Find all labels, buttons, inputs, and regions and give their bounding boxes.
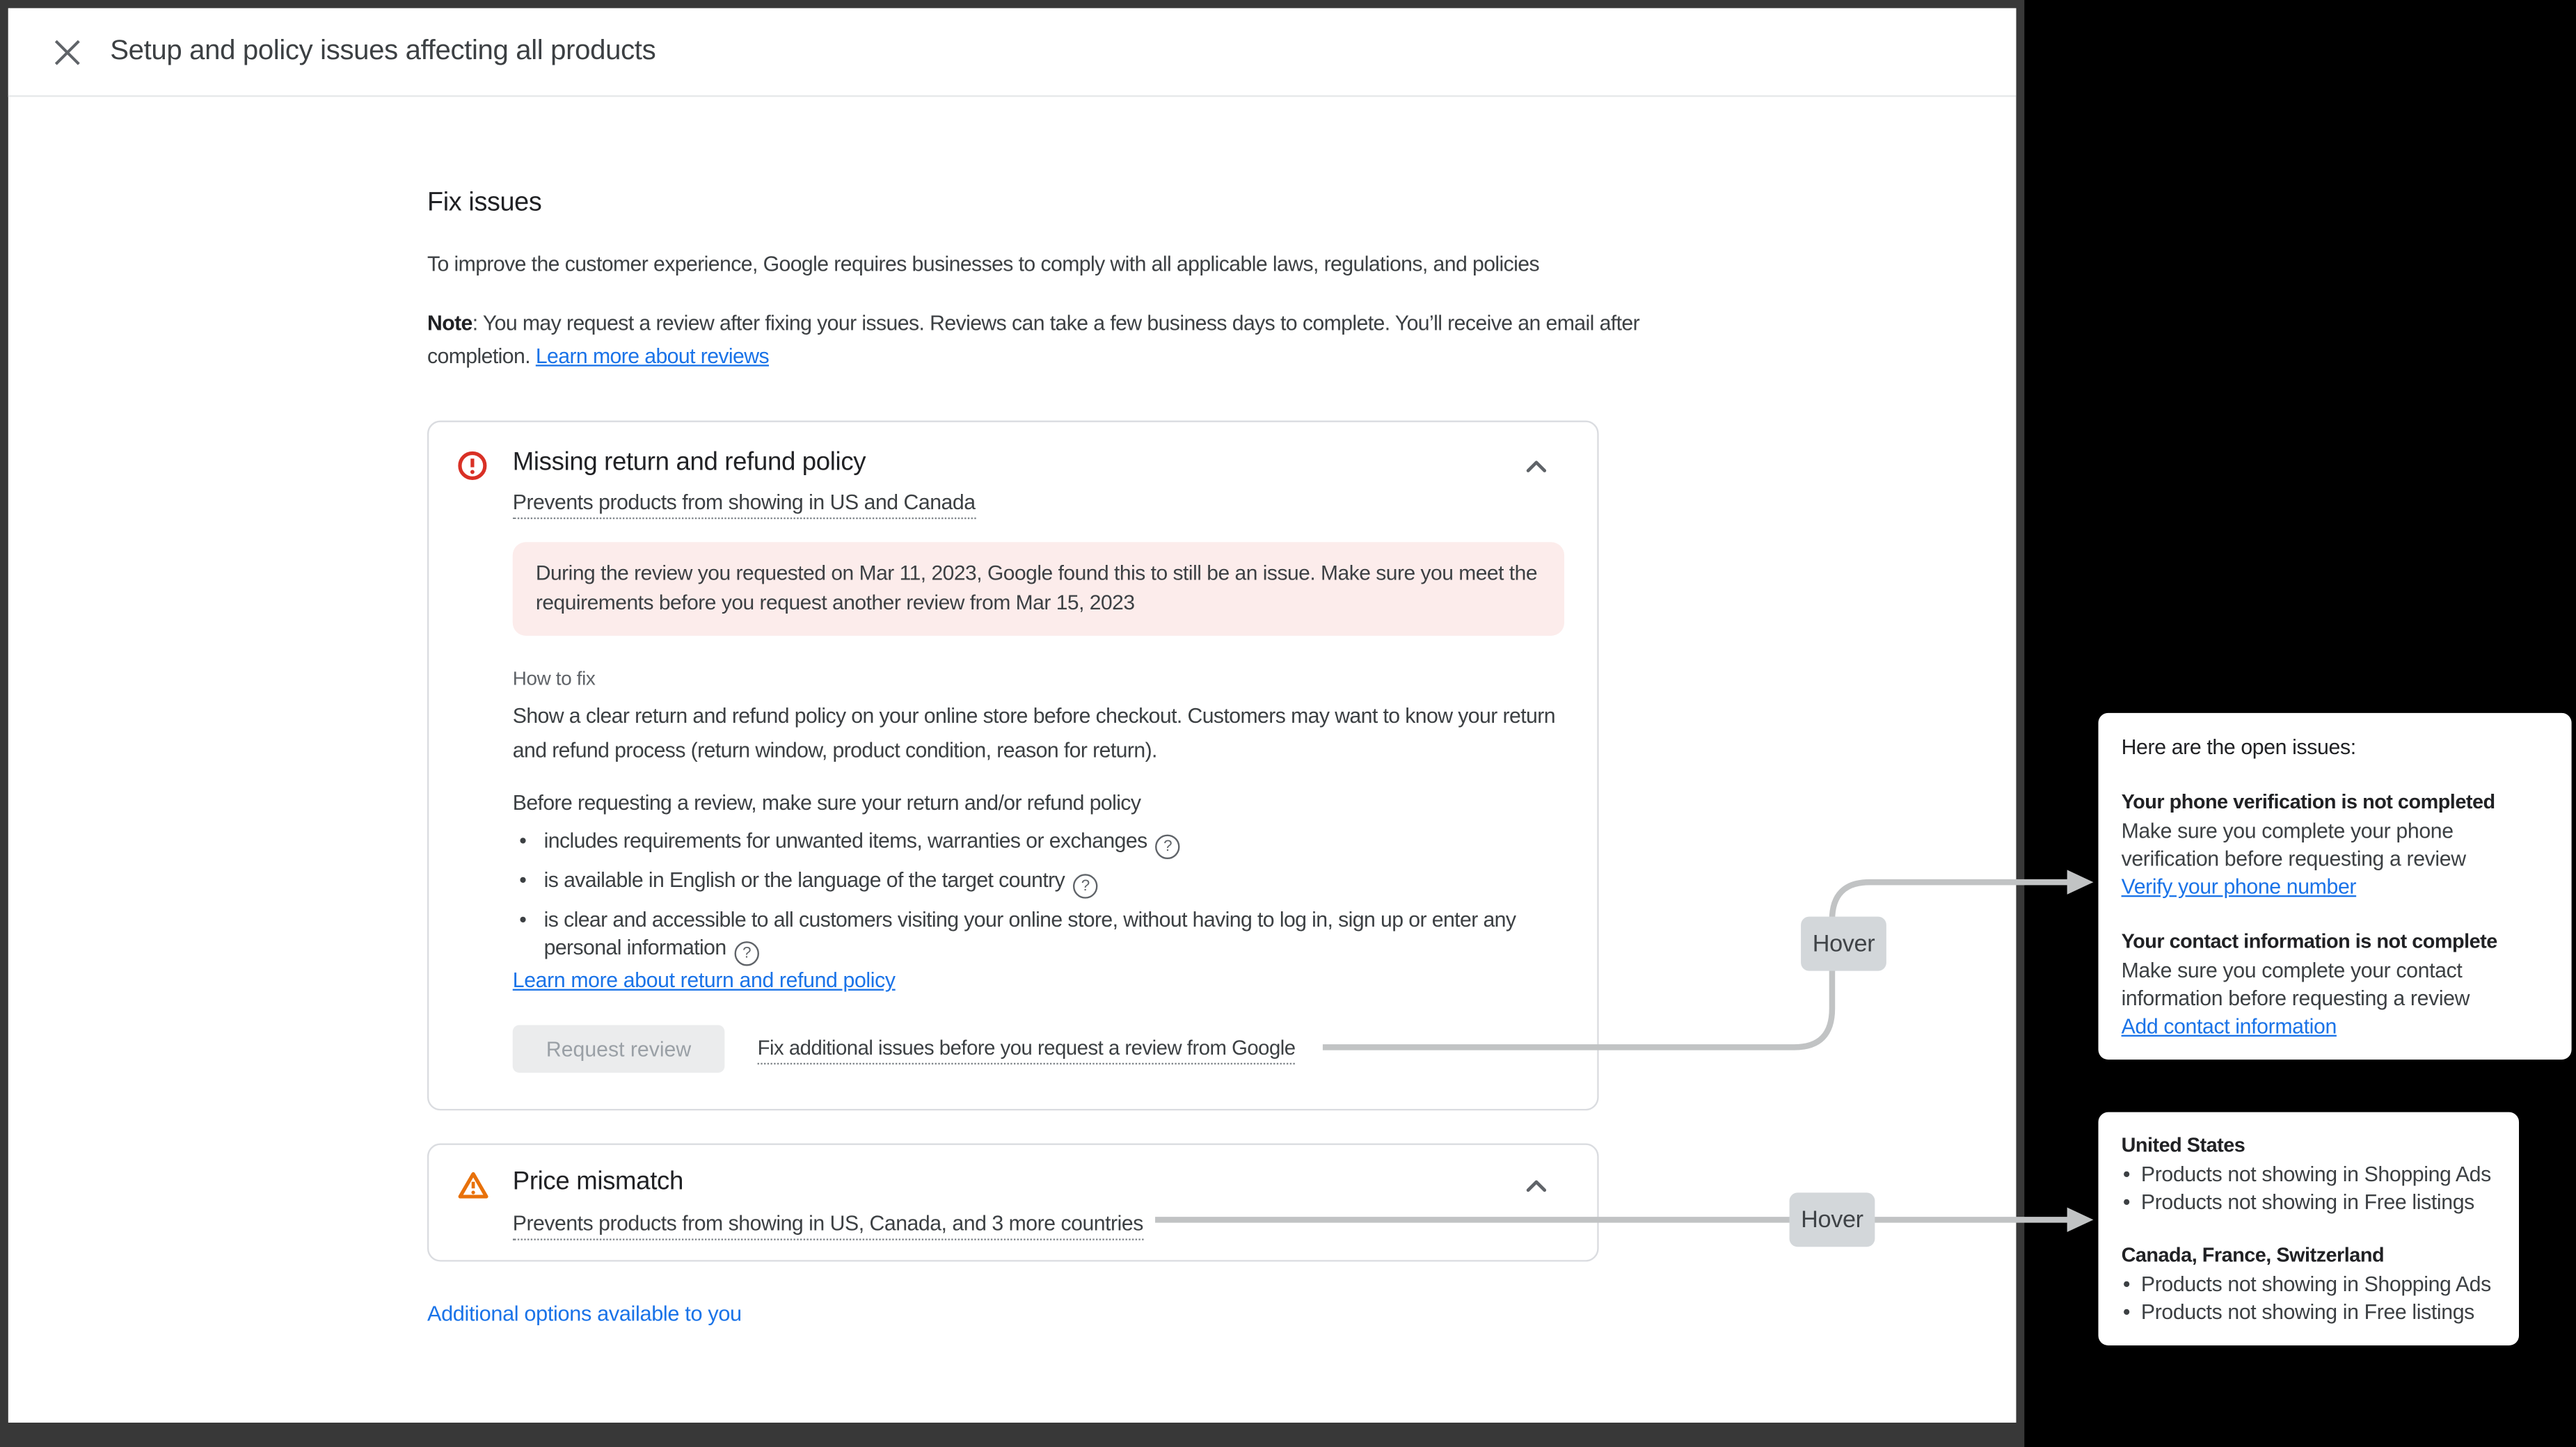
issue-card-missing-return-policy: [427, 421, 1599, 1111]
fix-issues-heading: Fix issues: [427, 189, 542, 217]
country-issue: [2122, 1160, 2496, 1188]
issue-card-price-mismatch: [427, 1144, 1599, 1262]
countries-tooltip: [2099, 1112, 2520, 1345]
tooltip-intro: Here are the open issues:: [2121, 734, 2356, 759]
checklist-item: [519, 826, 1545, 860]
tooltip-item-title: Your phone verification is not completed: [2121, 790, 2495, 813]
bullet-glyph: •: [519, 906, 527, 931]
note-text: : You may request a review after fixing your issues. Reviews can take a few business days to complete. You’ll receive an email after completion.: [427, 310, 1640, 367]
country-issue: [2122, 1270, 2496, 1297]
hover-annotation-chip-2: Hover: [1790, 1192, 1875, 1247]
tooltip-item-body: Make sure you complete your contact information before requesting a review: [2121, 957, 2470, 1011]
country-issue-text: Products not showing in Shopping Ads: [2140, 1161, 2491, 1186]
checklist: [519, 826, 1545, 971]
open-issues-tooltip: [2099, 713, 2572, 1060]
add-contact-wrap: [2122, 1012, 2549, 1040]
checklist-item: [519, 865, 1545, 899]
collapse-chevron-icon[interactable]: [1523, 454, 1550, 480]
checklist-intro: Before requesting a review, make sure your return and/or refund policy: [512, 790, 1141, 815]
issue2-subtitle: [513, 1210, 1143, 1235]
bullet-glyph: •: [2122, 1161, 2131, 1186]
country-group-title: Canada, France, Switzerland: [2121, 1243, 2385, 1267]
checklist-item-text: is available in English or the language of the target country: [543, 867, 1065, 892]
dialog-title: Setup and policy issues affecting all products: [110, 34, 656, 66]
tooltip-item-title: Your contact information is not complete: [2121, 929, 2497, 953]
bullet-glyph: •: [2122, 1271, 2131, 1297]
country-group-title: United States: [2121, 1133, 2245, 1157]
country-issue: [2122, 1188, 2496, 1215]
issue1-title: Missing return and refund policy: [512, 448, 866, 477]
issue1-subtitle: [513, 490, 976, 514]
verify-phone-wrap: [2122, 872, 2549, 900]
dialog-header: [8, 8, 2017, 97]
bullet-glyph: •: [519, 867, 527, 892]
additional-options: [427, 1301, 742, 1325]
how-to-fix-label: How to fix: [512, 666, 596, 690]
country-issue: [2122, 1298, 2496, 1326]
collapse-chevron-icon[interactable]: [1523, 1173, 1550, 1199]
arrowhead-icon: [2067, 870, 2094, 894]
additional-options-link[interactable]: Additional options available to you: [427, 1301, 742, 1326]
tooltip-item-body: Make sure you complete your phone verification before requesting a review: [2121, 817, 2466, 871]
issue2-title: Price mismatch: [512, 1167, 683, 1197]
request-review-hint: [758, 1037, 1296, 1060]
verify-phone-link[interactable]: Verify your phone number: [2121, 874, 2357, 899]
add-contact-link[interactable]: Add contact information: [2121, 1013, 2337, 1039]
how-to-fix-body: Show a clear return and refund policy on your online store before checkout. Customers may want to know your return and refund process (return window, product condition, reason for return).: [512, 703, 1555, 762]
hover-annotation-chip-1: Hover: [1801, 917, 1886, 971]
country-issue-text: Products not showing in Shopping Ads: [2140, 1271, 2491, 1297]
learn-more-return-policy: [513, 968, 896, 992]
checklist-item-text: includes requirements for unwanted items, warranties or exchanges: [543, 828, 1147, 853]
review-failed-alert: During the review you requested on Mar 11, 2023, Google found this to still be an issue. Make sure you meet the requirements before you request another review from Mar 15, 2023: [513, 542, 1564, 636]
learn-more-reviews-link[interactable]: Learn more about reviews: [535, 342, 770, 367]
bullet-glyph: •: [519, 828, 527, 853]
country-issue-text: Products not showing in Free listings: [2140, 1299, 2474, 1325]
error-icon: [456, 450, 488, 481]
issue1-subtitle-text[interactable]: Prevents products from showing in US and Canada: [513, 490, 976, 518]
issue2-subtitle-text[interactable]: Prevents products from showing in US, Canada, and 3 more countries: [513, 1210, 1143, 1239]
intro-paragraph: To improve the customer experience, Google requires businesses to comply with all applicable laws, regulations, and policies: [427, 251, 1540, 276]
setup-policy-dialog: [8, 8, 2017, 1423]
arrowhead-icon: [2067, 1208, 2094, 1232]
bullet-glyph: •: [2122, 1299, 2131, 1325]
country-issue-text: Products not showing in Free listings: [2140, 1189, 2474, 1215]
checklist-item: [519, 904, 1545, 966]
learn-more-return-policy-link[interactable]: Learn more about return and refund policy: [512, 967, 896, 993]
spacer: [2122, 1215, 2496, 1242]
request-review-button[interactable]: Request review: [513, 1025, 725, 1073]
close-icon[interactable]: [51, 36, 84, 69]
note-paragraph: [427, 307, 1651, 371]
help-icon[interactable]: ?: [1073, 874, 1097, 898]
help-icon[interactable]: ?: [1155, 835, 1179, 859]
request-review-hint-text[interactable]: Fix additional issues before you request a review from Google: [758, 1037, 1296, 1064]
bullet-glyph: •: [2122, 1189, 2131, 1215]
checklist-item-text: is clear and accessible to all customers visiting your online store, without having to log in, sign up or enter any personal information: [543, 906, 1516, 959]
note-label: Note: [427, 310, 472, 335]
help-icon[interactable]: ?: [734, 941, 758, 965]
warning-icon: [456, 1169, 489, 1201]
